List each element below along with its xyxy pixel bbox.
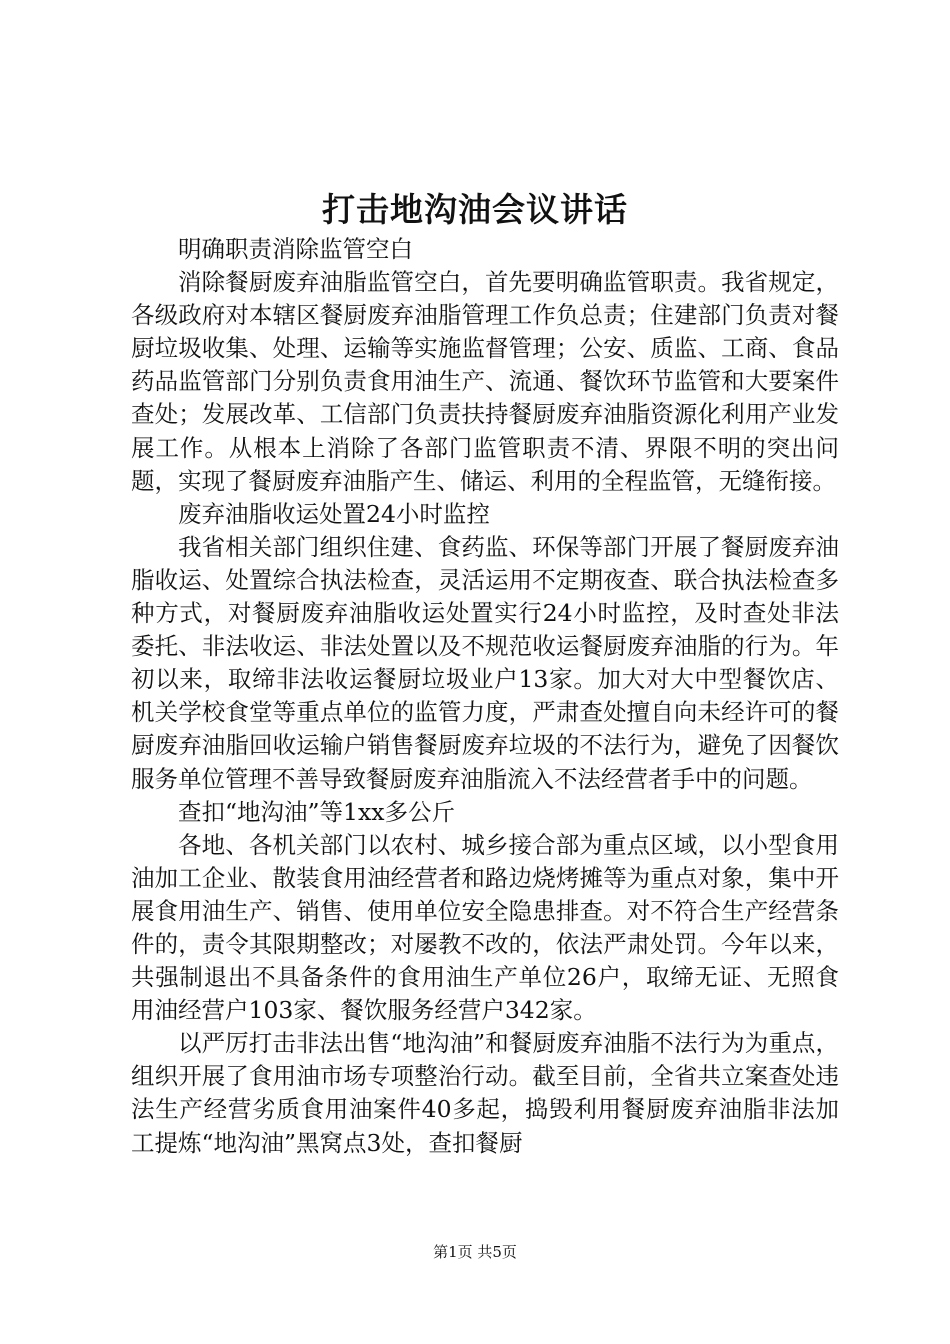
document-title: 打击地沟油会议讲话 (322, 190, 628, 229)
paragraph-4: 以严厉打击非法出售“地沟油”和餐厨废弃油脂不法行为为重点，组织开展了食用油市场专项整治行动。截至目前，全省共立案查处违法生产经营劣质食用油案件40多起，捣毁利用餐厨废弃油脂非法加工提炼“地沟油”黑窝点3处，查扣餐厨 (131, 1029, 839, 1157)
document-body (131, 233, 839, 1160)
paragraph-3: 各地、各机关部门以农村、城乡接合部为重点区域，以小型食用油加工企业、散装食用油经营者和路边烧烤摊等为重点对象，集中开展食用油生产、销售、使用单位安全隐患排查。对不符合生产经营条件的，责令其限期整改；对屡教不改的，依法严肃处罚。今年以来，共强制退出不具备条件的食用油生产单位26户，取缔无证、无照食用油经营户103家、餐饮服务经营户342家。 (131, 830, 839, 1025)
section-heading-2: 废弃油脂收运处置24小时监控 (178, 499, 490, 528)
paragraph-2: 我省相关部门组织住建、食药监、环保等部门开展了餐厨废弃油脂收运、处置综合执法检查，灵活运用不定期夜查、联合执法检查多种方式，对餐厨废弃油脂收运处置实行24小时监控，及时查处非法委托、非法收运、非法处置以及不规范收运餐厨废弃油脂的行为。年初以来，取缔非法收运餐厨垃圾业户13家。加大对大中型餐饮店、机关学校食堂等重点单位的监管力度，严肃查处擅自向未经许可的餐厨废弃油脂回收运输户销售餐厨废弃垃圾的不法行为，避免了因餐饮服务单位管理不善导致餐厨废弃油脂流入不法经营者手中的问题。 (131, 532, 839, 793)
page-footer: 第1页 共5页 (433, 1243, 517, 1261)
section-heading-1: 明确职责消除监管空白 (178, 235, 413, 263)
paragraph-1: 消除餐厨废弃油脂监管空白，首先要明确监管职责。我省规定，各级政府对本辖区餐厨废弃油脂管理工作负总责；住建部门负责对餐厨垃圾收集、处理、运输等实施监督管理；公安、质监、工商、食品药品监管部门分别负责食用油生产、流通、餐饮环节监管和大要案件查处；发展改革、工信部门负责扶持餐厨废弃油脂资源化利用产业发展工作。从根本上消除了各部门监管职责不清、界限不明的突出问题，实现了餐厨废弃油脂产生、储运、利用的全程监管，无缝衔接。 (131, 268, 839, 495)
section-heading-3: 查扣“地沟油”等1xx多公斤 (178, 797, 455, 826)
